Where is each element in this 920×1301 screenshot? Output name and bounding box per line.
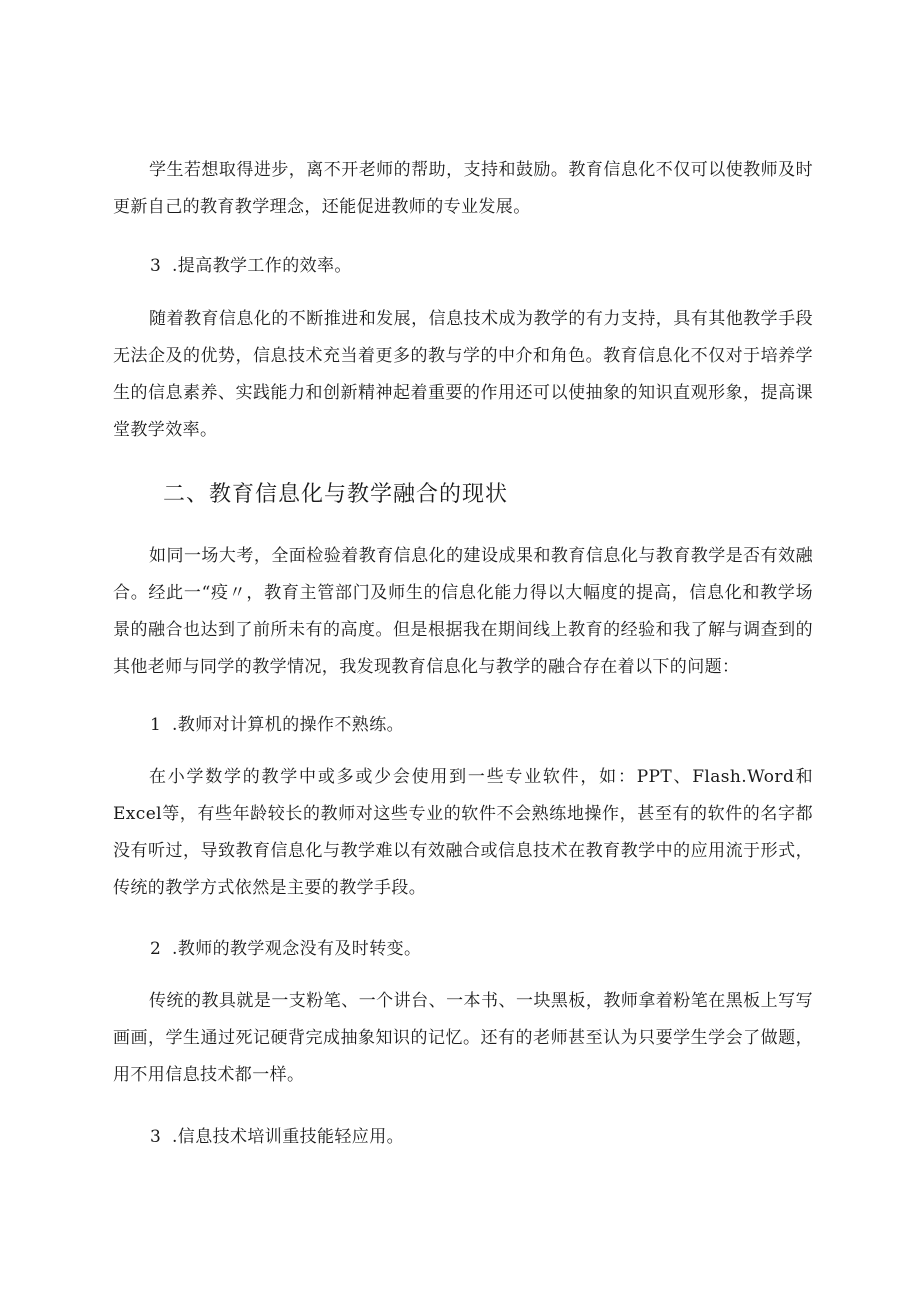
paragraph-traditional-tools: 传统的教具就是一支粉笔、一个讲台、一本书、一块黑板，教师拿着粉笔在黑板上写写画画，学生通过死记硬背完成抽象知识的记忆。还有的老师甚至认为只要学生学会了做题，用不用信息技术都一样。 [113, 991, 813, 1085]
list-item-teaching-concept [150, 937, 421, 961]
list-item-text: .提高教学工作的效率。 [172, 256, 352, 276]
list-item-teaching-efficiency [150, 254, 352, 278]
section-heading: 二、教育信息化与教学融合的现状 [163, 482, 509, 507]
list-item-text: .教师的教学观念没有及时转变。 [172, 939, 422, 959]
list-item-text: .信息技术培训重技能轻应用。 [172, 1127, 405, 1147]
list-item-number: 1 [150, 715, 162, 735]
paragraph-it-development: 随着教育信息化的不断推进和发展，信息技术成为教学的有力支持，具有其他教学手段无法企及的优势，信息技术充当着更多的教与学的中介和角色。教育信息化不仅对于培养学生的信息素养、实践能力和创新精神起着重要的作用还可以使抽象的知识直观形象，提高课堂教学效率。 [113, 309, 813, 440]
list-item-number: 3 [150, 256, 162, 276]
list-item-text: .教师对计算机的操作不熟练。 [172, 715, 405, 735]
list-item-number: 3 [150, 1127, 162, 1147]
list-item-it-training [150, 1125, 404, 1149]
paragraph-software-usage: 在小学数学的教学中或多或少会使用到一些专业软件，如：PPT、Flash.Word和Excel等，有些年龄较长的教师对这些专业的软件不会熟练地操作，甚至有的软件的名字都没有听过，导致教育信息化与教学难以有效融合或信息技术在教育教学中的应用流于形式，传统的教学方式依然是主要的教学手段。 [113, 767, 813, 898]
paragraph-status-overview: 如同一场大考，全面检验着教育信息化的建设成果和教育信息化与教育教学是否有效融合。经此一“疫〃，教育主管部门及师生的信息化能力得以大幅度的提高，信息化和教学场景的融合也达到了前所未有的高度。但是根据我在期间线上教育的经验和我了解与调查到的其他老师与同学的教学情况，我发现教育信息化与教学的融合存在着以下的问题： [113, 546, 813, 677]
list-item-computer-skills [150, 713, 404, 737]
paragraph-teacher-support: 学生若想取得进步，离不开老师的帮助，支持和鼓励。教育信息化不仅可以使教师及时更新自己的教育教学理念，还能促进教师的专业发展。 [113, 160, 813, 217]
list-item-number: 2 [150, 939, 162, 959]
